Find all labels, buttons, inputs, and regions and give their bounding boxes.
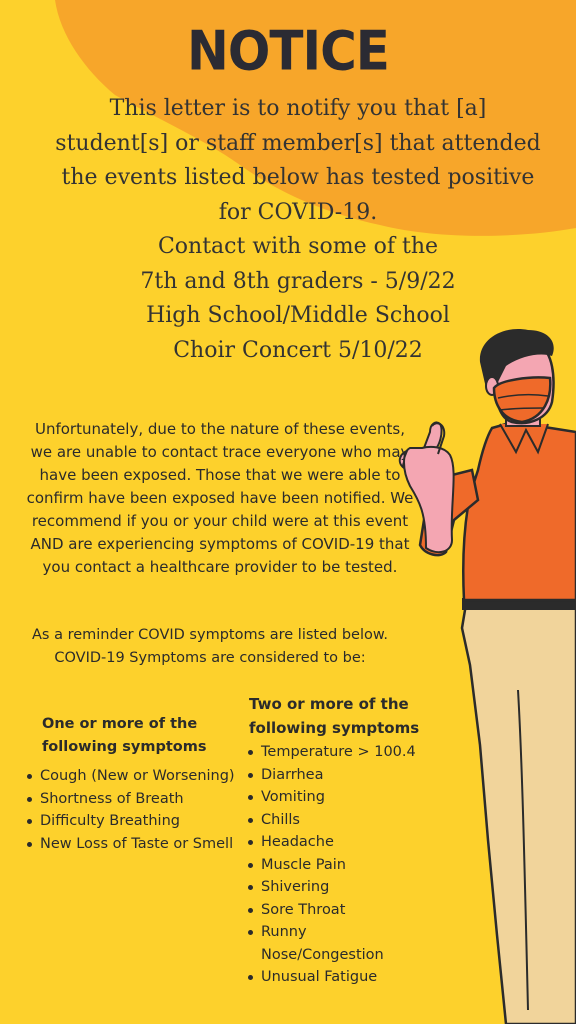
paragraph-line: you contact a healthcare provider to be tested. xyxy=(42,558,398,576)
intro-line: 7th and 8th graders - 5/9/22 xyxy=(140,268,456,294)
paragraph-line: confirm have been exposed have been notified. We xyxy=(26,489,414,507)
reminder-line: COVID-19 Symptoms are considered to be: xyxy=(54,649,366,666)
list-item: Runny xyxy=(246,921,416,944)
exposure-paragraph xyxy=(10,418,430,579)
list-item: Diarrhea xyxy=(246,764,416,787)
list-item: Shortness of Breath xyxy=(25,788,235,811)
list-item: Difficulty Breathing xyxy=(25,810,235,833)
list-item-continuation: Nose/Congestion xyxy=(261,946,384,963)
paragraph-line: recommend if you or your child were at this event xyxy=(31,512,409,530)
paragraph-line: we are unable to contact trace everyone who may xyxy=(30,443,410,461)
one-or-more-symptom-list xyxy=(25,765,235,855)
list-item: New Loss of Taste or Smell xyxy=(25,833,235,856)
symptoms-reminder xyxy=(0,624,420,669)
list-item: Shivering xyxy=(246,876,416,899)
paragraph-line: Unfortunately, due to the nature of these events, xyxy=(34,420,405,438)
intro-line: Contact with some of the xyxy=(157,234,439,259)
list-item: Unusual Fatigue xyxy=(246,966,416,989)
intro-line: Choir Concert 5/10/22 xyxy=(173,337,423,363)
one-or-more-heading: One or more of the following symptoms xyxy=(42,716,207,755)
two-or-more-heading: Two or more of the following symptoms xyxy=(249,695,420,737)
intro-line: the events listed below has tested positive xyxy=(61,165,535,190)
list-item: Temperature > 100.4 xyxy=(246,741,416,764)
list-item: Chills xyxy=(246,809,416,832)
reminder-line: As a reminder COVID symptoms are listed below. xyxy=(32,627,388,643)
intro-line: High School/Middle School xyxy=(146,303,450,328)
notice-title: NOTICE xyxy=(187,19,389,83)
list-item: Headache xyxy=(246,831,416,854)
list-item: Vomiting xyxy=(246,786,416,809)
two-or-more-symptom-list xyxy=(246,741,416,989)
intro-line: This letter is to notify you that [a] xyxy=(109,96,487,121)
list-item: Sore Throat xyxy=(246,899,416,922)
intro-text xyxy=(20,92,576,368)
intro-line: for COVID-19. xyxy=(218,199,378,225)
pants-shape xyxy=(462,604,576,1024)
paragraph-line: AND are experiencing symptoms of COVID-19 that xyxy=(30,535,410,553)
shirt-shape xyxy=(463,420,576,600)
intro-line: student[s] or staff member[s] that attended xyxy=(55,130,541,156)
paragraph-line: have been exposed. Those that we were able to xyxy=(39,466,401,484)
list-item: Cough (New or Worsening) xyxy=(25,765,235,788)
list-item: Muscle Pain xyxy=(246,854,416,877)
